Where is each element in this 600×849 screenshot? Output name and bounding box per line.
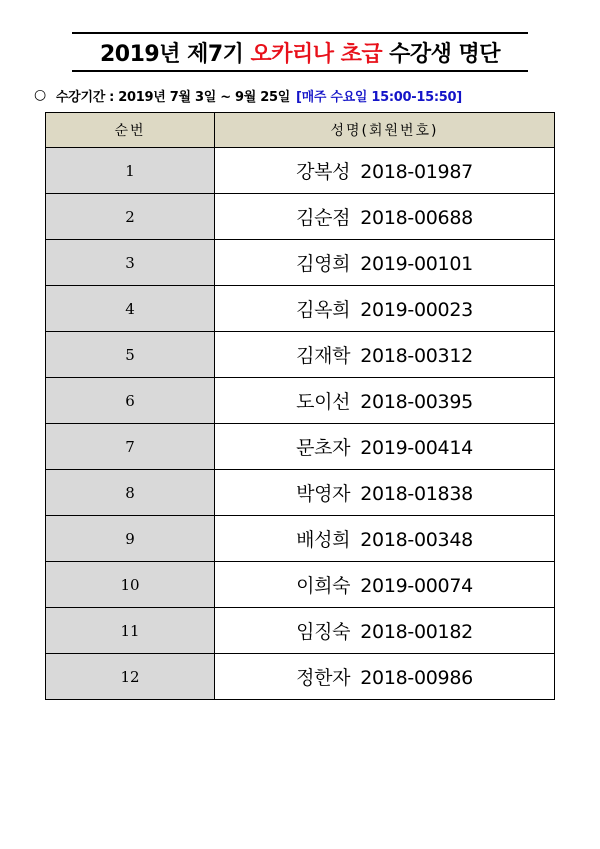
table-row	[46, 424, 555, 470]
row-name-id	[215, 194, 555, 240]
row-number: 4	[46, 286, 215, 332]
member-id: 2018-01987	[360, 161, 473, 183]
schedule-text: [매주 수요일 15:00-15:50]	[296, 89, 462, 105]
member-id: 2018-00182	[360, 621, 473, 643]
table-row	[46, 378, 555, 424]
row-name-id	[215, 240, 555, 286]
roster-body	[46, 148, 555, 700]
row-number: 10	[46, 562, 215, 608]
row-name-id	[215, 562, 555, 608]
member-id: 2019-00023	[360, 299, 473, 321]
row-number: 5	[46, 332, 215, 378]
student-name: 이희숙	[296, 575, 351, 597]
period-text: 수강기간 : 2019년 7월 3일 ~ 9월 25일	[55, 89, 291, 105]
bullet-circle-icon: ○	[34, 87, 46, 103]
student-name: 김옥희	[296, 299, 351, 321]
row-name-id	[215, 516, 555, 562]
row-number: 7	[46, 424, 215, 470]
row-name-id	[215, 470, 555, 516]
student-name: 김영희	[296, 253, 351, 275]
row-number: 9	[46, 516, 215, 562]
row-name-id	[215, 148, 555, 194]
member-id: 2018-00348	[360, 529, 473, 551]
header-number: 순번	[46, 113, 215, 148]
table-row	[46, 286, 555, 332]
row-number: 3	[46, 240, 215, 286]
member-id: 2018-00688	[360, 207, 473, 229]
student-roster-table	[45, 112, 555, 700]
row-name-id	[215, 424, 555, 470]
member-id: 2019-00101	[360, 253, 473, 275]
student-name: 임징숙	[296, 621, 351, 643]
row-number: 8	[46, 470, 215, 516]
member-id: 2018-01838	[360, 483, 473, 505]
row-number: 11	[46, 608, 215, 654]
member-id: 2018-00312	[360, 345, 473, 367]
student-name: 김재학	[296, 345, 351, 367]
member-id: 2019-00414	[360, 437, 473, 459]
row-name-id	[215, 608, 555, 654]
table-row	[46, 194, 555, 240]
row-name-id	[215, 286, 555, 332]
student-name: 문초자	[296, 437, 351, 459]
table-row	[46, 516, 555, 562]
header-name-id: 성명(회원번호)	[215, 113, 555, 148]
table-row	[46, 654, 555, 700]
document-title	[72, 32, 528, 72]
student-name: 정한자	[296, 667, 351, 689]
row-number: 2	[46, 194, 215, 240]
table-row	[46, 608, 555, 654]
table-row	[46, 562, 555, 608]
student-name: 배성희	[296, 529, 351, 551]
title-part2: 수강생 명단	[389, 41, 501, 67]
student-name: 도이선	[296, 391, 351, 413]
member-id: 2018-00986	[360, 667, 473, 689]
student-name: 김순점	[296, 207, 351, 229]
row-number: 12	[46, 654, 215, 700]
student-name: 강복성	[296, 161, 351, 183]
table-row	[46, 148, 555, 194]
row-name-id	[215, 378, 555, 424]
row-number: 1	[46, 148, 215, 194]
member-id: 2018-00395	[360, 391, 473, 413]
row-name-id	[215, 332, 555, 378]
course-period	[34, 85, 574, 105]
student-name: 박영자	[296, 483, 351, 505]
row-number: 6	[46, 378, 215, 424]
table-row	[46, 240, 555, 286]
row-name-id	[215, 654, 555, 700]
member-id: 2019-00074	[360, 575, 473, 597]
table-row	[46, 332, 555, 378]
table-header-row	[46, 113, 555, 148]
title-part1: 2019년 제7기	[99, 41, 244, 67]
title-course-name: 오카리나 초급	[250, 41, 383, 67]
table-row	[46, 470, 555, 516]
